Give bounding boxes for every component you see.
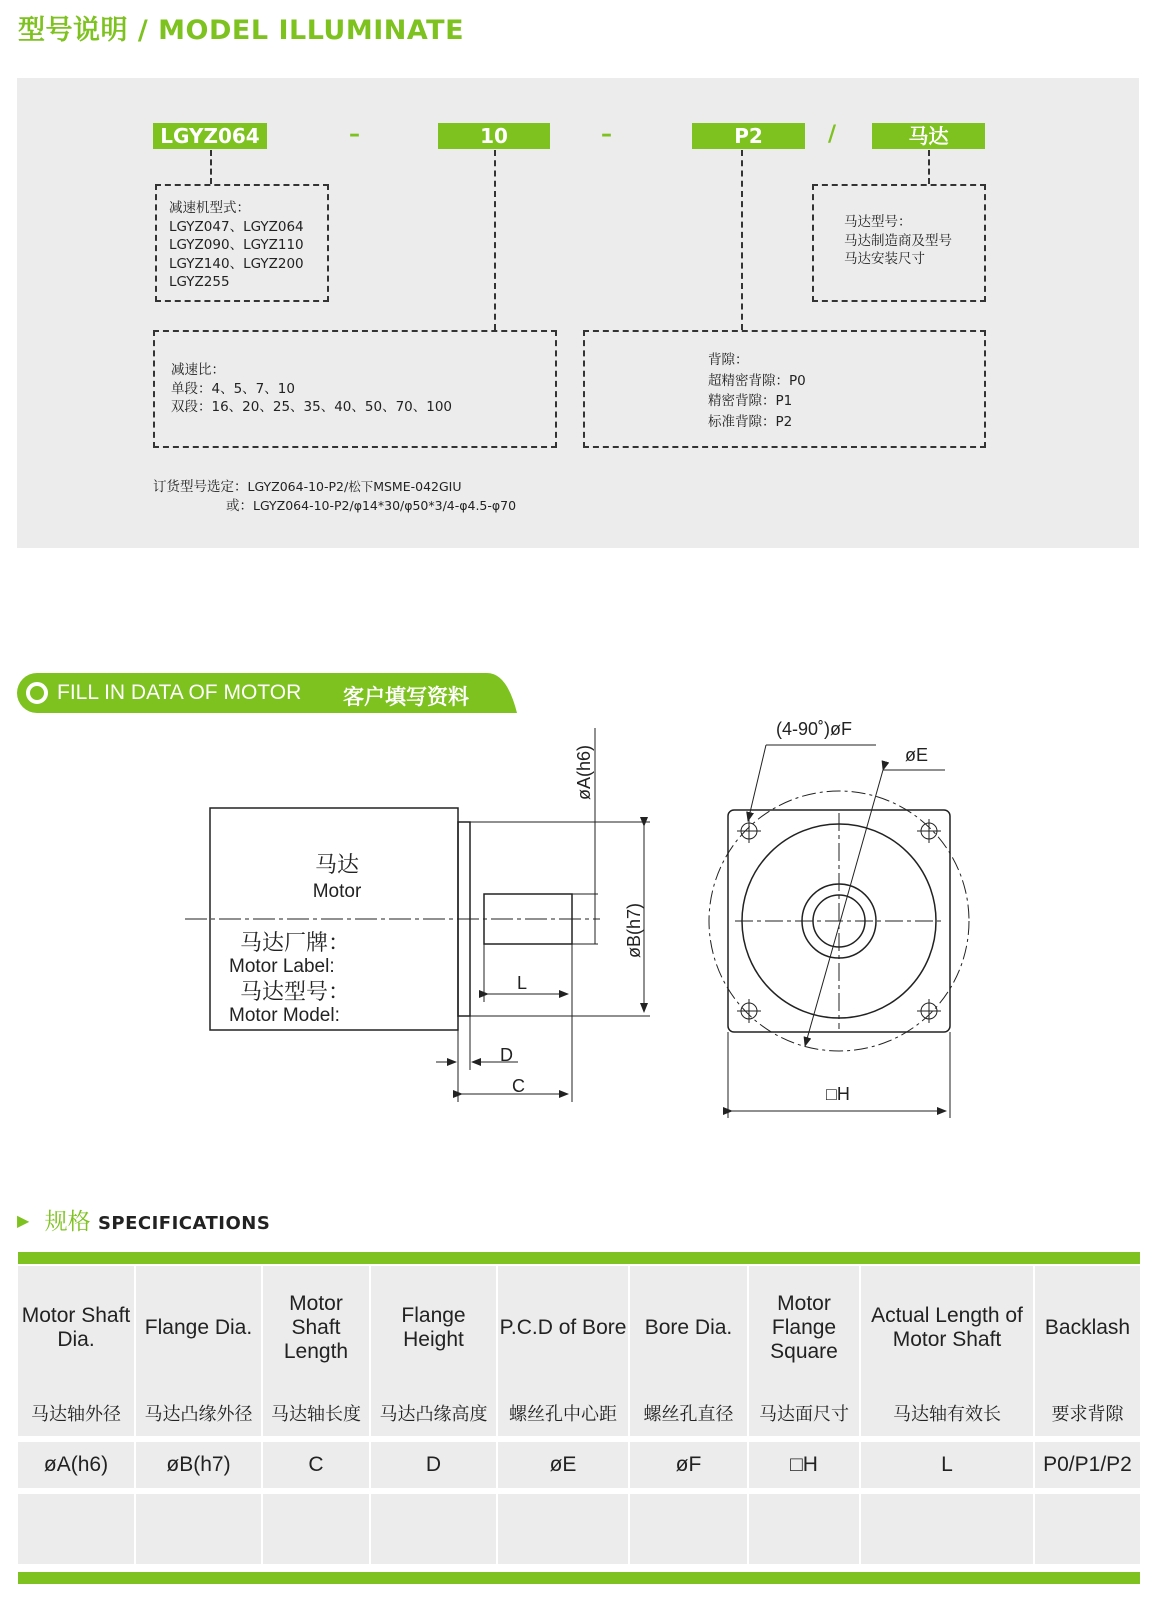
- motor-model-en: Motor Model:: [229, 1005, 340, 1026]
- spec-col-zh: 马达凸缘高度: [379, 1404, 488, 1424]
- code-series: LGYZ064: [153, 123, 267, 149]
- motor-line: 马达制造商及型号: [844, 232, 952, 249]
- model-panel: [17, 78, 1139, 548]
- spec-col-en: Motor Flange Square: [770, 1292, 838, 1363]
- ratio-line: 单段：4、5、7、10: [171, 380, 295, 397]
- spec-col-en: Motor Shaft Length: [283, 1292, 349, 1363]
- banner-en: FILL IN DATA OF MOTOR: [57, 681, 302, 704]
- series-box-title: 减速机型式：: [169, 200, 250, 216]
- specs-heading: [17, 1203, 270, 1236]
- spec-symbol: øA(h6): [18, 1442, 135, 1488]
- spec-col: [18, 1266, 135, 1436]
- code-backlash: P2: [692, 123, 805, 149]
- spec-col: [497, 1266, 629, 1436]
- spec-col-en: Motor Shaft Dia.: [21, 1304, 131, 1351]
- spec-symbol: øE: [497, 1442, 629, 1488]
- spec-col: [860, 1266, 1034, 1436]
- spec-col-zh: 要求背隙: [1051, 1404, 1124, 1424]
- specs-input-row: [18, 1494, 1140, 1564]
- spec-symbol: P0/P1/P2: [1034, 1442, 1140, 1488]
- connector-series: [210, 150, 212, 184]
- spec-input-cell[interactable]: [860, 1494, 1034, 1564]
- spec-col: [748, 1266, 860, 1436]
- spec-col-en: Bore Dia.: [644, 1316, 733, 1339]
- spec-col-zh: 马达轴外径: [31, 1404, 121, 1424]
- spec-col-en: Flange Height: [401, 1304, 466, 1351]
- spec-symbol: □H: [748, 1442, 860, 1488]
- motor-box: [812, 184, 986, 302]
- order-value: LGYZ064-10-P2/松下MSME-042GIU: [247, 479, 462, 494]
- spec-col-zh: 马达轴长度: [271, 1404, 361, 1424]
- code-motor: 马达: [872, 123, 985, 149]
- dim-h-label: □H: [826, 1084, 850, 1104]
- spec-symbol: øF: [629, 1442, 748, 1488]
- order-label: 订货型号选定：: [153, 479, 248, 495]
- spec-col-zh: 马达轴有效长: [893, 1404, 1001, 1424]
- spec-input-cell[interactable]: [262, 1494, 370, 1564]
- page-title: 型号说明 / MODEL ILLUMINATE: [18, 15, 465, 46]
- dim-d-label: D: [500, 1045, 513, 1065]
- series-line: LGYZ255: [169, 274, 230, 290]
- spec-col: [629, 1266, 748, 1436]
- motor-line: 马达型号：: [844, 214, 912, 230]
- dim-c-label: C: [512, 1076, 525, 1096]
- spec-col: [370, 1266, 497, 1436]
- spec-col-en: Actual Length of Motor Shaft: [871, 1304, 1023, 1351]
- motor-line: 马达安装尺寸: [844, 251, 925, 267]
- motor-drawing: [0, 720, 1155, 1130]
- order-example-alt: [226, 494, 516, 514]
- banner-zh: 客户填写资料: [343, 685, 469, 709]
- spec-col-en: P.C.D of Bore: [499, 1316, 627, 1339]
- motor-data-banner: [17, 673, 517, 713]
- motor-zh-label: 马达: [314, 852, 360, 877]
- dim-e-label: øE: [905, 745, 929, 765]
- spec-input-cell[interactable]: [135, 1494, 262, 1564]
- specs-title-en: SPECIFICATIONS: [97, 1213, 271, 1234]
- spec-input-cell[interactable]: [1034, 1494, 1140, 1564]
- spec-input-cell[interactable]: [18, 1494, 135, 1564]
- code-dash-2: –: [601, 122, 612, 147]
- motor-en-label: Motor: [312, 881, 362, 902]
- spec-col-zh: 螺丝孔中心距: [509, 1404, 617, 1424]
- spec-col-zh: 马达凸缘外径: [144, 1404, 253, 1424]
- spec-col-en: Backlash: [1044, 1316, 1131, 1339]
- specs-bottom-bar: [18, 1572, 1140, 1584]
- ratio-line: 双段：16、20、25、35、40、50、70、100: [171, 399, 453, 415]
- spec-col-en: Flange Dia.: [144, 1316, 253, 1339]
- specs-top-bar: [18, 1252, 1140, 1264]
- specs-title-zh: 规格: [44, 1209, 91, 1235]
- spec-input-cell[interactable]: [629, 1494, 748, 1564]
- order-example: [153, 475, 462, 495]
- backlash-line: 超精密背隙：P0: [708, 372, 806, 389]
- code-ratio: 10: [438, 123, 550, 149]
- connector-ratio: [494, 150, 496, 330]
- backlash-box-title: 背隙：: [708, 352, 749, 368]
- spec-symbol: L: [860, 1442, 1034, 1488]
- spec-input-cell[interactable]: [748, 1494, 860, 1564]
- dim-b-label: øB(h7): [624, 902, 644, 958]
- backlash-box: [583, 330, 986, 448]
- spec-symbol: D: [370, 1442, 497, 1488]
- series-box: [155, 184, 329, 302]
- dim-a-label: øA(h6): [574, 744, 594, 800]
- spec-col: [1034, 1266, 1140, 1436]
- spec-col: [262, 1266, 370, 1436]
- spec-col: [135, 1266, 262, 1436]
- spec-symbol: øB(h7): [135, 1442, 262, 1488]
- connector-backlash: [741, 150, 743, 330]
- motor-model-zh: 马达型号：: [240, 979, 351, 1004]
- spec-symbol: C: [262, 1442, 370, 1488]
- code-dash-1: –: [349, 122, 360, 147]
- series-line: LGYZ047、LGYZ064: [169, 218, 304, 235]
- backlash-line: 精密背隙：P1: [708, 393, 793, 409]
- spec-col-zh: 马达面尺寸: [759, 1404, 849, 1424]
- code-slash: /: [828, 122, 837, 147]
- dim-l-label: L: [516, 973, 528, 993]
- order-or-value: LGYZ064-10-P2/φ14*30/φ50*3/4-φ4.5-φ70: [253, 498, 517, 513]
- connector-motor: [928, 150, 930, 184]
- specs-table: [18, 1266, 1140, 1564]
- spec-input-cell[interactable]: [497, 1494, 629, 1564]
- ratio-box: [153, 330, 557, 448]
- backlash-line: 标准背隙：P2: [708, 413, 793, 430]
- motor-label-en: Motor Label:: [229, 956, 335, 977]
- dim-f-label: (4-90˚)øF: [776, 720, 852, 739]
- specs-symbol-row: [18, 1442, 1140, 1488]
- ratio-box-title: 减速比：: [171, 362, 225, 378]
- spec-col-zh: 螺丝孔直径: [643, 1404, 734, 1424]
- series-line: LGYZ140、LGYZ200: [169, 255, 304, 272]
- motor-label-zh: 马达厂牌：: [240, 930, 351, 955]
- specs-header-row: [18, 1266, 1140, 1436]
- series-line: LGYZ090、LGYZ110: [169, 237, 304, 253]
- triangle-icon: ▶: [17, 1211, 30, 1230]
- spec-input-cell[interactable]: [370, 1494, 497, 1564]
- order-or-label: 或：: [226, 498, 253, 514]
